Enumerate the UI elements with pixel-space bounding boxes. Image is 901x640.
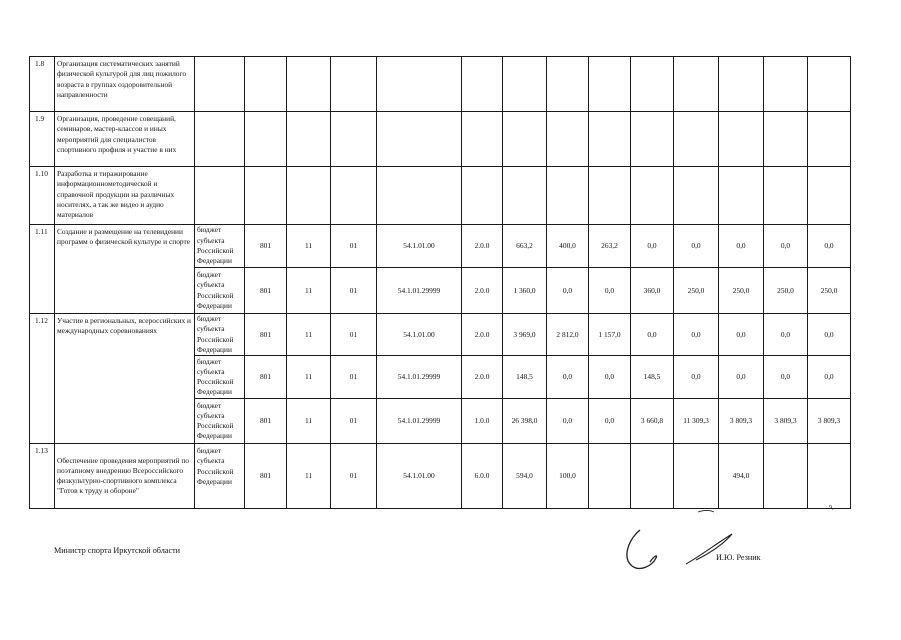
section-code: 11	[287, 356, 331, 399]
ministry-code: 801	[245, 314, 287, 356]
funding-source: бюджет субъекта Российской Федерации	[195, 399, 245, 444]
year-value: 0,0	[719, 314, 764, 356]
section-code: 11	[287, 399, 331, 444]
year-value: 1 157,0	[589, 314, 631, 356]
activity-name: Разработка и тиражирование информационнометодической и справочной продукции на различных носителях, а так же видео и аудио материалов	[55, 167, 195, 225]
expense-type: 6.0.0	[462, 444, 503, 509]
year-value: 400,0	[547, 225, 589, 268]
row-number: 1.10	[30, 167, 55, 225]
ministry-code: 801	[245, 225, 287, 268]
row-number: 1.8	[30, 57, 55, 112]
year-value: 0,0	[719, 356, 764, 399]
subsection-code: 01	[331, 314, 377, 356]
year-value: 100,0	[547, 444, 589, 509]
expense-type: 1.0.0	[462, 399, 503, 444]
year-value: 0,0	[589, 356, 631, 399]
table-row	[30, 314, 851, 356]
total-value: 148,5	[503, 356, 547, 399]
target-article: 54.1.01.29999	[377, 399, 462, 444]
year-value: 0,0	[764, 225, 808, 268]
year-value: 0,0	[674, 356, 719, 399]
section-code: 11	[287, 314, 331, 356]
section-code: 11	[287, 444, 331, 509]
row-number: 1.13	[30, 444, 55, 509]
year-value: 263,2	[589, 225, 631, 268]
year-value: 0,0	[631, 225, 674, 268]
target-article: 54.1.01.00	[377, 314, 462, 356]
year-value: 0,0	[674, 225, 719, 268]
year-value: 11 309,3	[674, 399, 719, 444]
year-value: 0,0	[764, 356, 808, 399]
subsection-code: 01	[331, 225, 377, 268]
table-row	[30, 167, 851, 225]
year-value	[808, 444, 851, 509]
target-article: 54.1.01.00	[377, 225, 462, 268]
activity-name: Обеспечение проведения мероприятий по поэтапному внедрению Всероссийского физкультурно-спортивного комплекса "Готов к труду и обороне"	[55, 444, 195, 509]
signer-name: И.Ю. Резник	[716, 553, 761, 562]
year-value: 0,0	[631, 314, 674, 356]
year-value: 0,0	[719, 225, 764, 268]
budget-table	[29, 56, 851, 509]
funding-source: бюджет субъекта Российской Федерации	[195, 444, 245, 509]
activity-name: Участие в региональных, всероссийских и международных соревнованиях	[55, 314, 195, 444]
year-value: 0,0	[808, 356, 851, 399]
year-value: 148,5	[631, 356, 674, 399]
target-article: 54.1.01.00	[377, 444, 462, 509]
activity-name: Создание и размещение на телевидении программ о физической культуре и спорте	[55, 225, 195, 314]
year-value	[631, 444, 674, 509]
table-row	[30, 57, 851, 112]
row-number: 1.12	[30, 314, 55, 444]
page-mark: 9,	[829, 505, 834, 511]
activity-name: Организация систематических занятий физической культурой для лиц пожилого возраста в группах оздоровительной направленности	[55, 57, 195, 112]
activity-name: Организация, проведение совещаний, семинаров, мастер-классов и иных мероприятий для специалистов спортивного профиля и участие в них	[55, 112, 195, 167]
year-value	[674, 444, 719, 509]
total-value: 1 360,0	[503, 268, 547, 314]
year-value: 3 809,3	[719, 399, 764, 444]
funding-source: бюджет субъекта Российской Федерации	[195, 268, 245, 314]
ministry-code: 801	[245, 444, 287, 509]
year-value: 0,0	[547, 356, 589, 399]
year-value: 0,0	[808, 225, 851, 268]
year-value: 0,0	[547, 268, 589, 314]
ministry-code: 801	[245, 399, 287, 444]
row-number: 1.11	[30, 225, 55, 314]
table-row	[30, 444, 851, 509]
expense-type: 2.0.0	[462, 225, 503, 268]
year-value	[589, 444, 631, 509]
year-value: 250,0	[674, 268, 719, 314]
total-value: 594,0	[503, 444, 547, 509]
year-value: 250,0	[719, 268, 764, 314]
signer-position: Министр спорта Иркутской области	[54, 546, 181, 555]
year-value: 250,0	[764, 268, 808, 314]
year-value: 2 812,0	[547, 314, 589, 356]
year-value: 0,0	[547, 399, 589, 444]
target-article: 54.1.01.29999	[377, 356, 462, 399]
row-number: 1.9	[30, 112, 55, 167]
subsection-code: 01	[331, 399, 377, 444]
year-value: 3 809,3	[808, 399, 851, 444]
total-value: 26 398,0	[503, 399, 547, 444]
funding-source: бюджет субъекта Российской Федерации	[195, 225, 245, 268]
year-value: 250,0	[808, 268, 851, 314]
year-value: 3 660,8	[631, 399, 674, 444]
year-value: 0,0	[589, 399, 631, 444]
year-value: 0,0	[674, 314, 719, 356]
year-value	[764, 444, 808, 509]
target-article: 54.1.01.29999	[377, 268, 462, 314]
ministry-code: 801	[245, 356, 287, 399]
section-code: 11	[287, 225, 331, 268]
year-value: 0,0	[764, 314, 808, 356]
year-value: 3 809,3	[764, 399, 808, 444]
section-code: 11	[287, 268, 331, 314]
expense-type: 2.0.0	[462, 356, 503, 399]
table-row	[30, 112, 851, 167]
year-value: 494,0	[719, 444, 764, 509]
expense-type: 2.0.0	[462, 314, 503, 356]
subsection-code: 01	[331, 444, 377, 509]
handwritten-signature	[600, 500, 750, 580]
year-value: 0,0	[589, 268, 631, 314]
expense-type: 2.0.0	[462, 268, 503, 314]
ministry-code: 801	[245, 268, 287, 314]
year-value: 360,0	[631, 268, 674, 314]
subsection-code: 01	[331, 268, 377, 314]
subsection-code: 01	[331, 356, 377, 399]
total-value: 3 969,0	[503, 314, 547, 356]
total-value: 663,2	[503, 225, 547, 268]
funding-source: бюджет субъекта Российской Федерации	[195, 314, 245, 356]
table-row	[30, 225, 851, 268]
year-value: 0,0	[808, 314, 851, 356]
funding-source: бюджет субъекта Российской Федерации	[195, 356, 245, 399]
